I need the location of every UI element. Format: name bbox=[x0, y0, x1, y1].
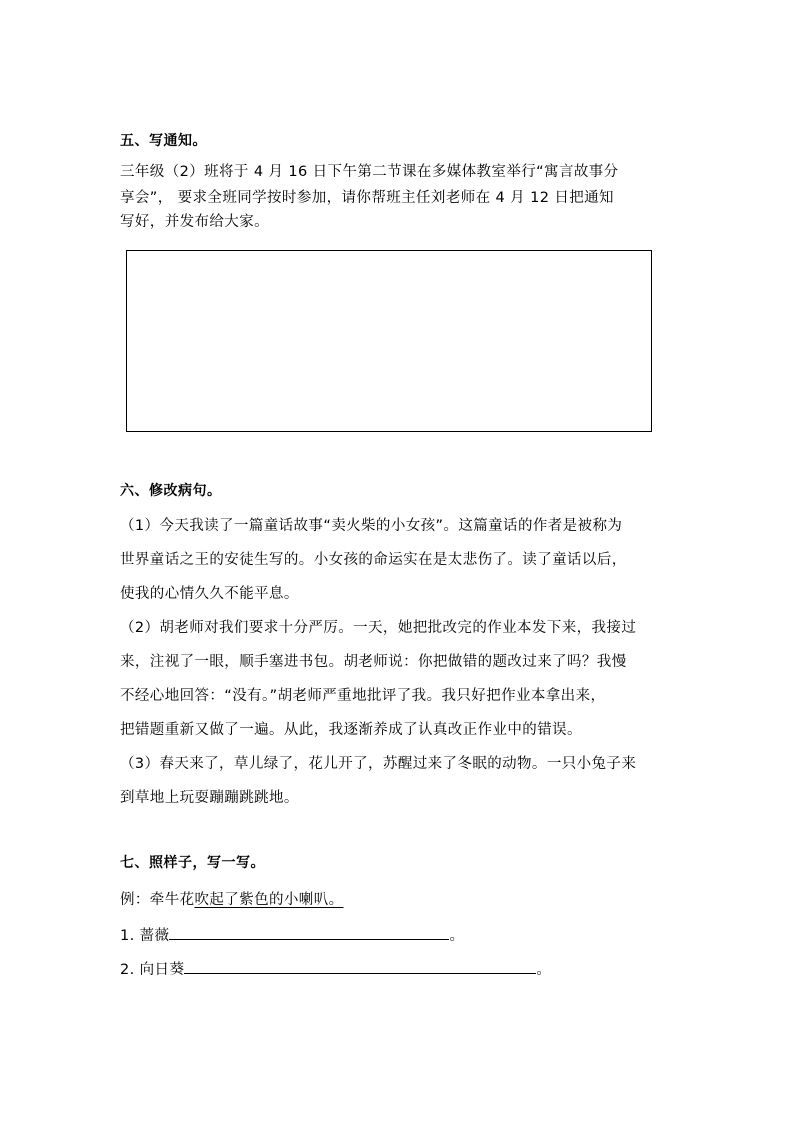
notice-answer-box[interactable] bbox=[126, 250, 652, 432]
example-prefix: 例：牵牛花 bbox=[120, 892, 195, 908]
item-2-label: 2. 向日葵 bbox=[120, 962, 185, 978]
section6-line-1: （1）今天我读了一篇童话故事“卖火柴的小女孩”。这篇童话的作者是被称为 bbox=[120, 518, 623, 534]
section7-item-2 bbox=[120, 958, 551, 979]
section7-item-1 bbox=[120, 924, 464, 945]
section7-example bbox=[120, 888, 344, 909]
section6-line-2: 世界童话之王的安徒生写的。小女孩的命运实在是太悲伤了。读了童话以后， bbox=[120, 552, 627, 568]
example-underlined-text: 吹起了紫色的小喇叭。 bbox=[194, 892, 344, 908]
section5-line-2: 享会”， 要求全班同学按时参加，请你帮班主任刘老师在 4 月 12 日把通知 bbox=[120, 190, 614, 206]
section6-line-9: 到草地上玩耍蹦蹦跳跳地。 bbox=[120, 790, 299, 806]
section6-line-4: （2）胡老师对我们要求十分严厉。一天，她把批改完的作业本发下来，我接过 bbox=[120, 620, 637, 636]
item-1-answer-blank[interactable] bbox=[169, 925, 449, 940]
section6-line-8: （3）春天来了，草儿绿了，花儿开了，苏醒过来了冬眠的动物。一只小兔子来 bbox=[120, 756, 637, 772]
item-2-end: 。 bbox=[536, 962, 552, 978]
section6-heading: 六、修改病句。 bbox=[120, 483, 222, 499]
section6-line-3: 使我的心情久久不能平息。 bbox=[120, 586, 299, 602]
section7-heading: 七、照样子，写一写。 bbox=[120, 855, 265, 871]
item-1-end: 。 bbox=[449, 928, 465, 944]
section6-line-5: 来，注视了一眼，顺手塞进书包。胡老师说：你把做错的题改过来了吗？我慢 bbox=[120, 654, 627, 670]
section6-line-7: 把错题重新又做了一遍。从此，我逐渐养成了认真改正作业中的错误。 bbox=[120, 722, 582, 738]
section6-line-6: 不经心地回答：“没有。”胡老师严重地批评了我。我只好把作业本拿出来， bbox=[120, 688, 606, 704]
item-1-label: 1. 蔷薇 bbox=[120, 928, 170, 944]
item-2-answer-blank[interactable] bbox=[184, 959, 536, 974]
section5-line-3: 写好，并发布给大家。 bbox=[120, 214, 269, 230]
section5-line-1: 三年级（2）班将于 4 月 16 日下午第二节课在多媒体教室举行“寓言故事分 bbox=[120, 164, 619, 180]
section5-heading: 五、写通知。 bbox=[120, 133, 207, 149]
